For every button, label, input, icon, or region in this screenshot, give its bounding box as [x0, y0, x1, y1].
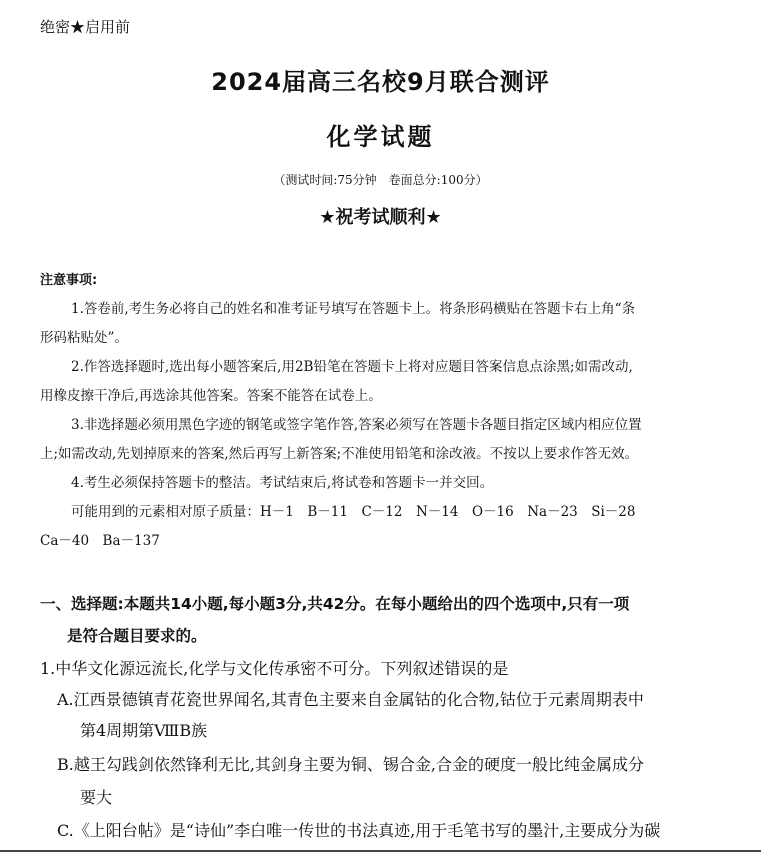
notice-line: 形码粘贴处”。: [40, 330, 128, 346]
option-a-cont: 第4周期第ⅧB族: [80, 721, 208, 740]
option-c: C.《上阳台帖》是“诗仙”李白唯一传世的书法真迹,用于毛笔书写的墨汁,主要成分为碳: [57, 821, 661, 840]
atomic-mass-line: Ca－40 Ba－137: [40, 533, 160, 549]
notice-line: 4.考生必须保持答题卡的整洁。考试结束后,将试卷和答题卡一并交回。: [71, 475, 494, 491]
section-heading: 一、选择题:本题共14小题,每小题3分,共42分。在每小题给出的四个选项中,只有一项: [40, 595, 630, 613]
option-b: B.越王勾践剑依然锋利无比,其剑身主要为铜、锡合金,合金的硬度一般比纯金属成分: [57, 755, 645, 774]
notice-heading: 注意事项:: [40, 273, 98, 288]
notice-line: 2.作答选择题时,选出每小题答案后,用2B铅笔在答题卡上将对应题目答案信息点涂黑;如需改动,: [71, 359, 633, 375]
atomic-mass-line: 可能用到的元素相对原子质量：H－1 B－11 C－12 N－14 O－16 Na－23 Si－28: [71, 504, 636, 520]
notice-line: 3.非选择题必须用黑色字迹的钢笔或签字笔作答,答案必须写在答题卡各题目指定区域内相应位置: [71, 417, 642, 433]
question-stem: 1.中华文化源远流长,化学与文化传承密不可分。下列叙述错误的是: [40, 659, 509, 678]
notice-line: 用橡皮擦干净后,再选涂其他答案。答案不能答在试卷上。: [40, 388, 382, 404]
notice-line: 上;如需改动,先划掉原来的答案,然后再写上新答案;不准使用铅笔和涂改液。不按以上要求作答无效。: [40, 446, 639, 462]
exam-meta: （测试时间:75分钟 卷面总分:100分）: [273, 173, 488, 187]
good-luck-line: ★祝考试顺利★: [319, 207, 442, 228]
notice-line: 1.答卷前,考生务必将自己的姓名和准考证号填写在答题卡上。将条形码横贴在答题卡右上角“条: [71, 301, 636, 317]
exam-title: 2024届高三名校9月联合测评: [211, 68, 550, 96]
confidential-label: 绝密★启用前: [40, 18, 131, 36]
option-a: A.江西景德镇青花瓷世界闻名,其青色主要来自金属钴的化合物,钴位于元素周期表中: [57, 690, 644, 709]
option-b-cont: 要大: [80, 788, 113, 807]
section-heading-cont: 是符合题目要求的。: [67, 627, 207, 645]
subject-title: 化学试题: [326, 123, 435, 151]
